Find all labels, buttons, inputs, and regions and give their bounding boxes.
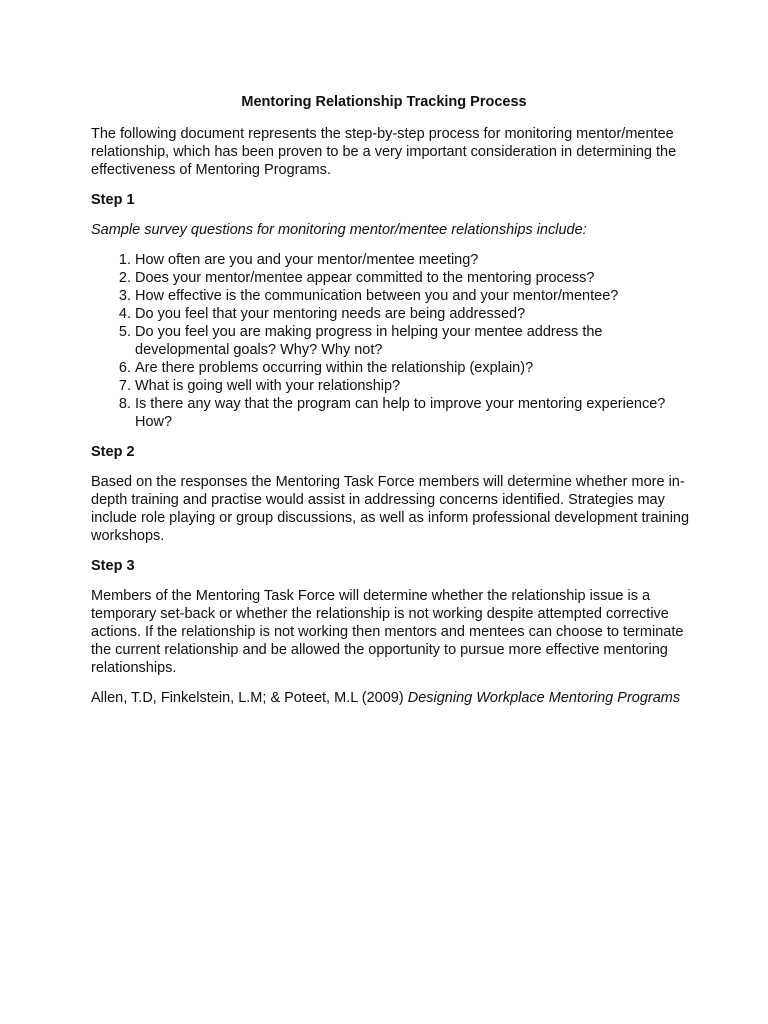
survey-question: 6. Are there problems occurring within the relationship (explain)? <box>135 359 691 377</box>
citation <box>91 689 691 707</box>
survey-question: 3. How effective is the communication between you and your mentor/mentee? <box>135 287 691 305</box>
step-3-heading: Step 3 <box>91 558 135 574</box>
document-title: Mentoring Relationship Tracking Process <box>241 94 527 110</box>
step-2-heading: Step 2 <box>91 444 135 460</box>
survey-question: 4. Do you feel that your mentoring needs are being addressed? <box>135 305 691 323</box>
survey-question: 7. What is going well with your relationship? <box>135 377 691 395</box>
step-3-paragraph: Members of the Mentoring Task Force will determine whether the relationship issue is a temporary set-back or whether the relationship is not working despite attempted corrective actions. If the relationship is not working then mentors and mentees can choose to terminate the current relationship and be allowed the opportunity to pursue more effective mentoring relationships. <box>91 588 684 676</box>
step-2-paragraph: Based on the responses the Mentoring Task Force members will determine whether more in- depth training and practise would assist in addressing concerns identified. Strategies may include role playing or group discussions, as well as inform professional development training workshops. <box>91 474 690 544</box>
citation-authors: Allen, T.D, Finkelstein, L.M; & Poteet, M.L (2009) <box>91 690 408 706</box>
step-1-lead: Sample survey questions for monitoring mentor/mentee relationships include: <box>91 222 587 238</box>
survey-question: 5. Do you feel you are making progress in helping your mentee address the developmental goals? Why? Why not? <box>135 323 691 359</box>
intro-paragraph: The following document represents the step-by-step process for monitoring mentor/mentee relationship, which has been proven to be a very important consideration in determining the effectiveness of Mentoring Programs. <box>91 126 677 178</box>
survey-question: 2. Does your mentor/mentee appear committed to the mentoring process? <box>135 269 691 287</box>
survey-question-list <box>91 251 691 431</box>
citation-title: Designing Workplace Mentoring Programs <box>407 690 681 706</box>
survey-question: 8. Is there any way that the program can help to improve your mentoring experience? How? <box>135 395 691 431</box>
step-1-heading: Step 1 <box>91 192 135 208</box>
survey-question: 1. How often are you and your mentor/mentee meeting? <box>135 251 691 269</box>
document-body <box>91 125 691 707</box>
